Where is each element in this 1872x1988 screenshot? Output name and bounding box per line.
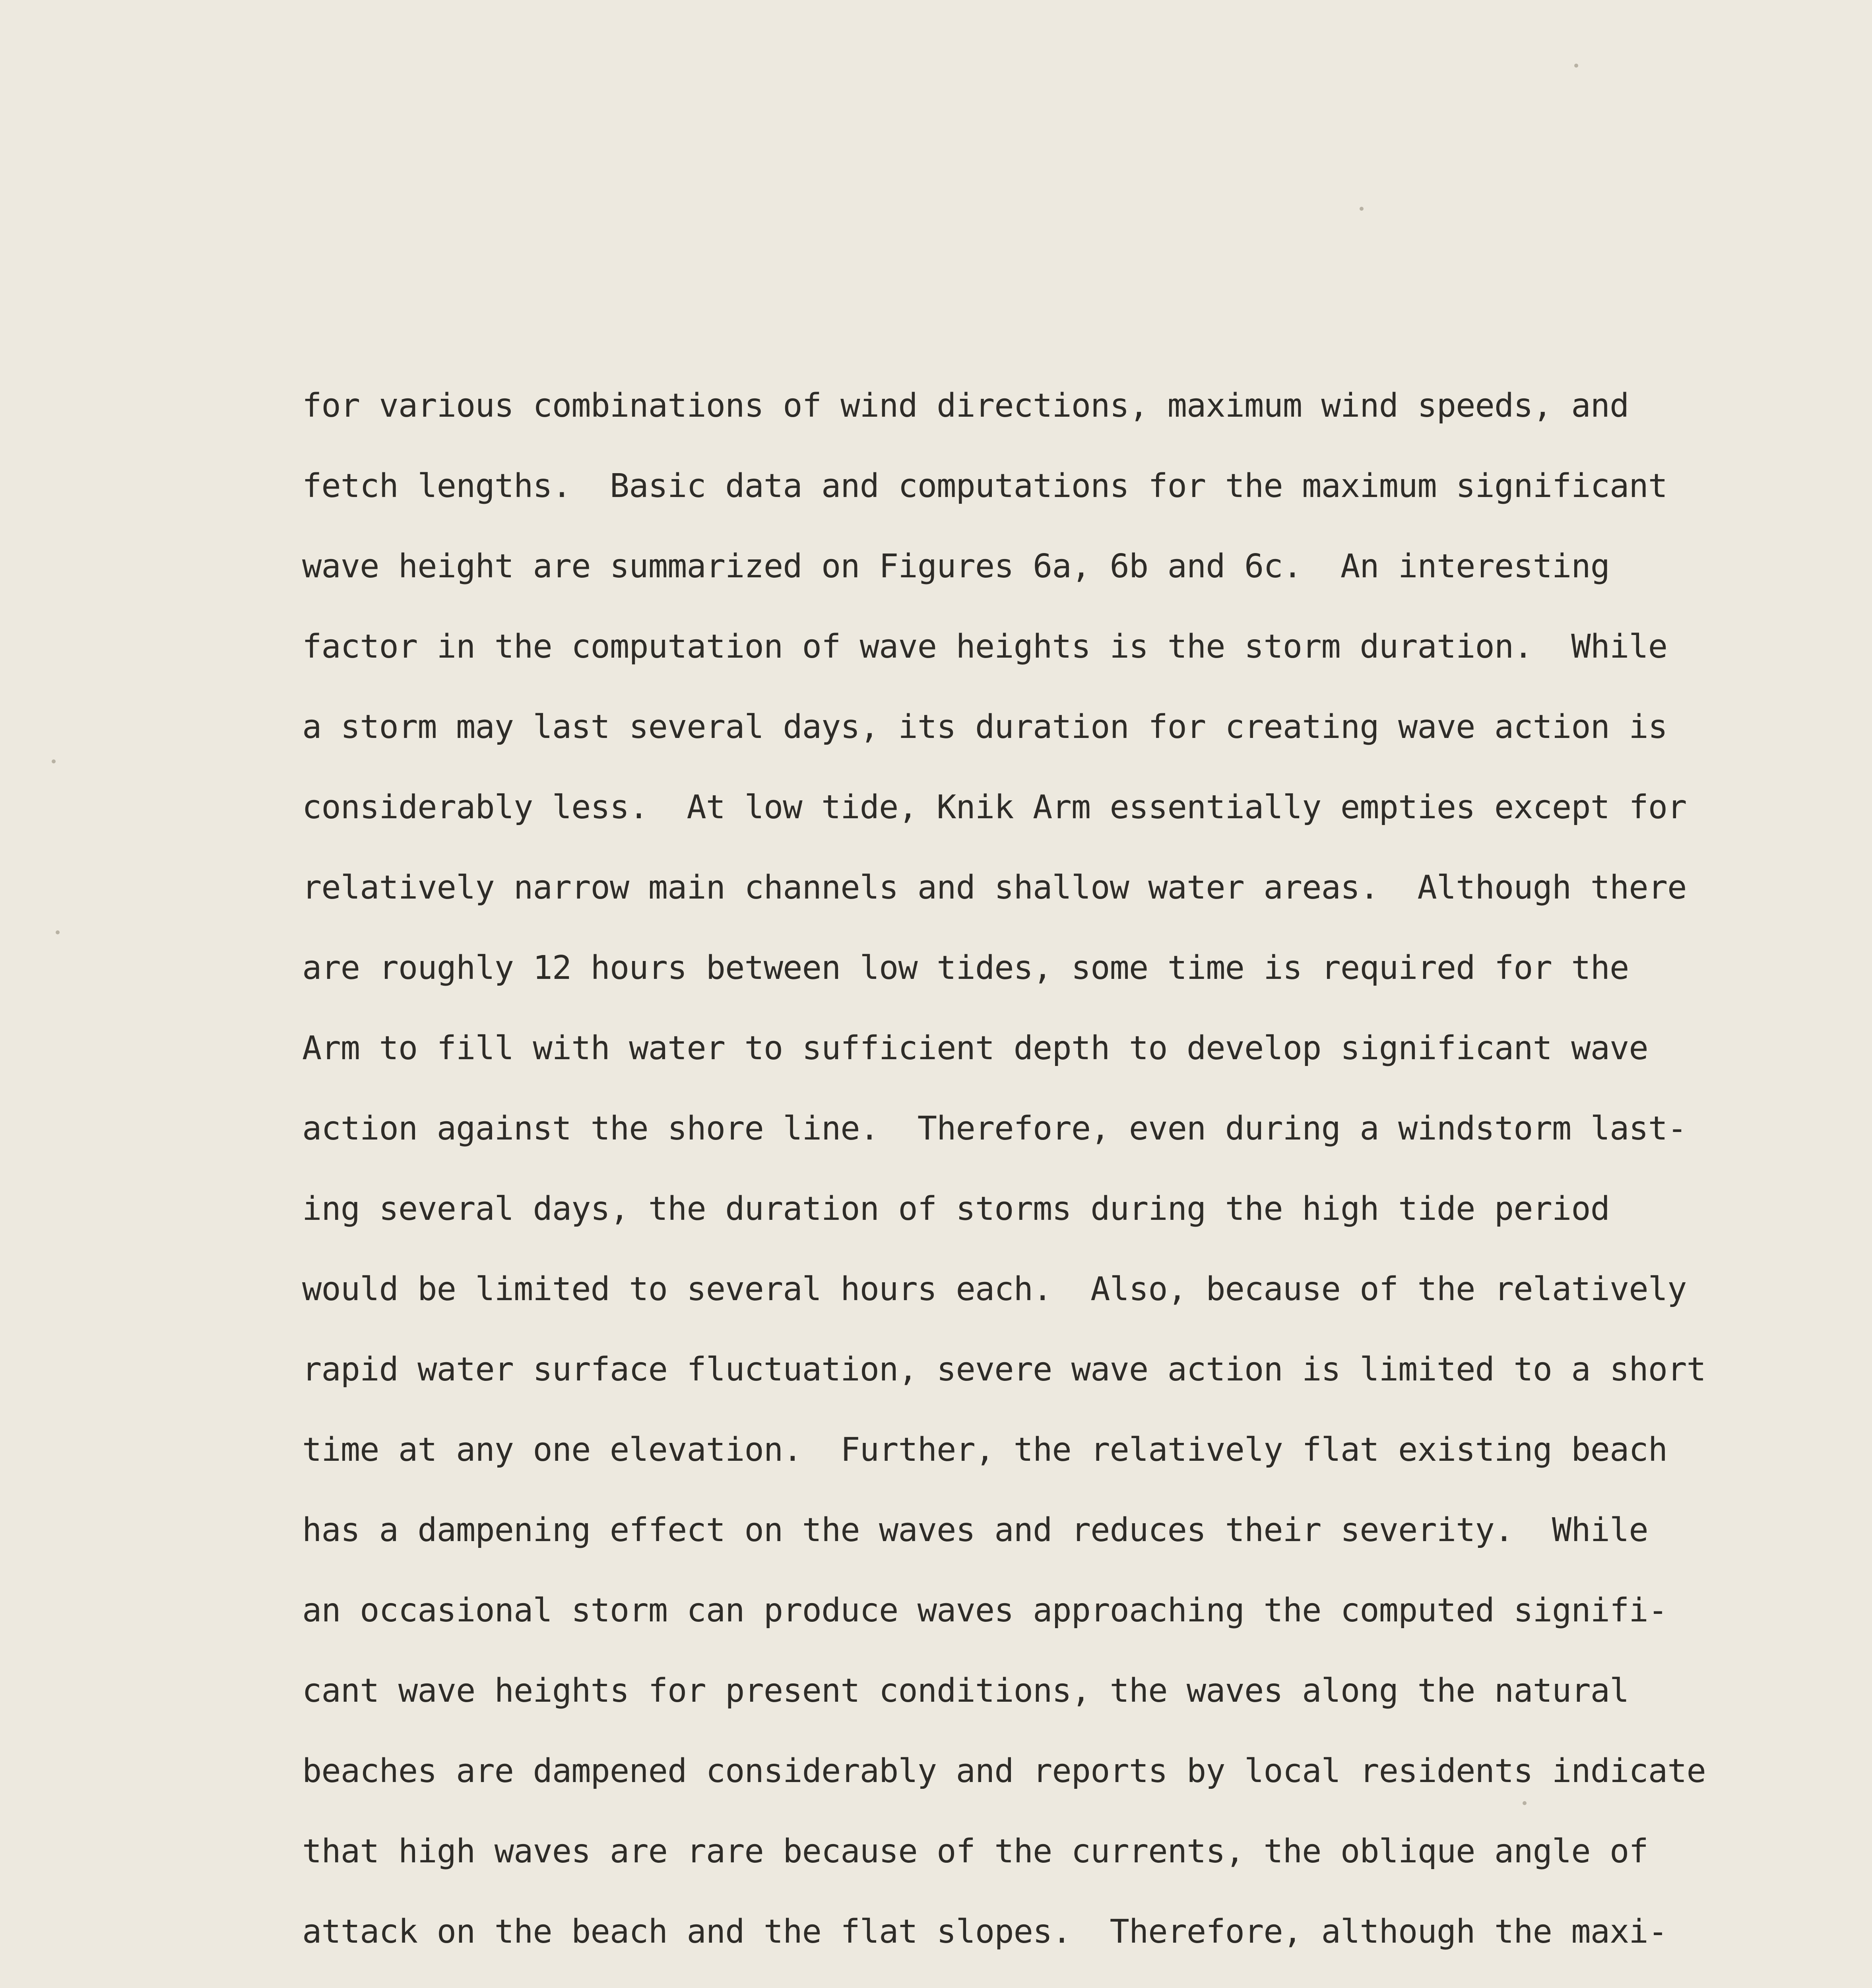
text-line (302, 1972, 1797, 1988)
text-line: fetch lengths. Basic data and computations for the maximum significant (302, 467, 1668, 505)
paper-speck (56, 930, 60, 934)
text-line: cant wave heights for present conditions, the waves along the natural (302, 1672, 1629, 1710)
text-line: attack on the beach and the flat slopes. Therefore, although the maxi- (302, 1913, 1668, 1951)
text-line: that high waves are rare because of the currents, the oblique angle of (302, 1833, 1648, 1870)
text-line: for various combinations of wind directions, maximum wind speeds, and (302, 387, 1629, 425)
text-line: rapid water surface fluctuation, severe wave action is limited to a short (302, 1351, 1706, 1388)
text-line: has a dampening effect on the waves and reduces their severity. While (302, 1511, 1648, 1549)
text-line: relatively narrow main channels and shallow water areas. Although there (302, 869, 1687, 907)
text-line: factor in the computation of wave heights is the storm duration. While (302, 628, 1668, 666)
text-line: ing several days, the duration of storms during the high tide period (302, 1190, 1610, 1228)
text-line: an occasional storm can produce waves approaching the computed signifi- (302, 1592, 1668, 1629)
paper-speck (1574, 64, 1578, 68)
paper-speck (1360, 207, 1364, 211)
text-line: would be limited to several hours each. Also, because of the relatively (302, 1270, 1687, 1308)
text-line: Arm to fill with water to sufficient depth to develop significant wave (302, 1029, 1648, 1067)
text-line: considerably less. At low tide, Knik Arm essentially empties except for (302, 788, 1687, 826)
text-line: wave height are summarized on Figures 6a, 6b and 6c. An interesting (302, 547, 1610, 585)
body-text (302, 366, 1797, 1988)
text-line: are roughly 12 hours between low tides, some time is required for the (302, 949, 1629, 987)
paper-speck (52, 759, 56, 763)
text-line: a storm may last several days, its duration for creating wave action is (302, 708, 1668, 746)
text-line: action against the shore line. Therefore, even during a windstorm last- (302, 1110, 1687, 1147)
text-line: beaches are dampened considerably and reports by local residents indicate (302, 1752, 1706, 1790)
text-line: time at any one elevation. Further, the relatively flat existing beach (302, 1431, 1668, 1469)
